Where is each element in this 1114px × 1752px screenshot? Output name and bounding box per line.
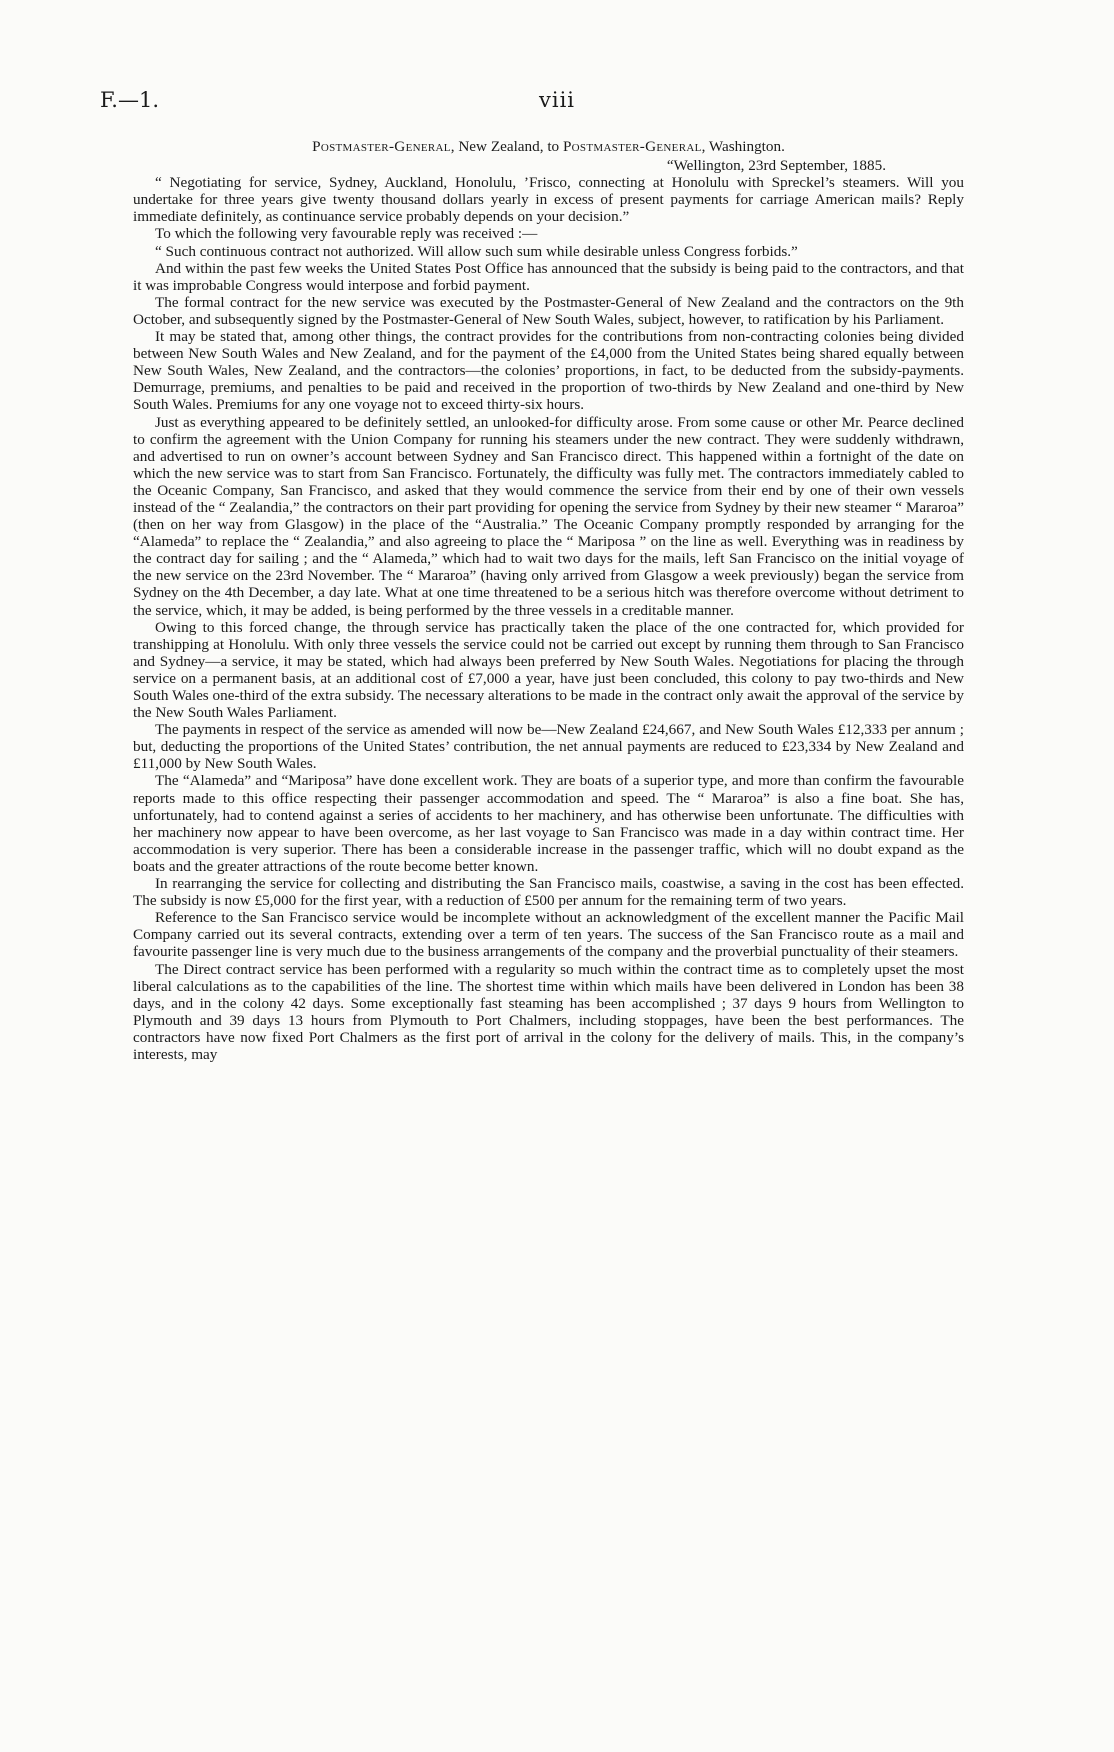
paragraph: The “Alameda” and “Mariposa” have done excellent work. They are boats of a superior type, and more than confirm the favourable reports made to this office respecting their passenger accommodation and speed. The “ Mararoa” is also a fine boat. She has, unfortunately, had to contend against a series of accidents to her machinery, and has otherwise been unfortunate. The difficulties with her machinery now appear to have been overcome, as her last voyage to San Francisco was made in a day within contract time. Her accommodation is very superior. There has been a considerable increase in the passenger traffic, which will no doubt expand as the boats and the greater attractions of the route become better known. [133, 772, 964, 875]
paragraph: In rearranging the service for collecting and distributing the San Francisco mails, coastwise, a saving in the cost has been effected. The subsidy is now £5,000 for the first year, with a reduction of £500 per annum for the remaining term of two years. [133, 875, 964, 910]
paragraph: It may be stated that, among other things, the contract provides for the contributions from non-contracting colonies being divided between New South Wales and New Zealand, and for the payment of the £4,000 from the United States being shared equally between New South Wales, New Zealand, and the contractors—the colonies’ proportions, in fact, to be deducted from the subsidy-payments. Demurrage, premiums, and penalties to be paid and received in the proportion of two-thirds by New Zealand and one-third by New South Wales. Premiums for any one voyage not to exceed thirty-six hours. [133, 328, 964, 414]
paragraph: Just as everything appeared to be definitely settled, an unlooked-for difficulty arose. From some cause or other Mr. Pearce declined to confirm the agreement with the Union Company for running his steamers under the new contract. They were suddenly withdrawn, and advertised to run on owner’s account between Sydney and San Francisco direct. This happened within a fortnight of the date on which the new service was to start from San Francisco. Fortunately, the difficulty was fully met. The contractors immediately cabled to the Oceanic Company, San Francisco, and asked that they would commence the service from their end by one of their own vessels instead of the “ Zealandia,” the contractors on their part providing for opening the service from Sydney by their new steamer “ Mararoa” (then on her way from Glasgow) in the place of the “Australia.” The Oceanic Company promptly responded by arranging for the “Alameda” to replace the “ Zealandia,” and also agreeing to place the “ Mariposa ” on the line as well. Everything was in readiness by the contract day for sailing ; and the “ Alameda,” which had to wait two days for the mails, left San Francisco on the initial voyage of the new service on the 23rd November. The “ Mararoa” (having only arrived from Glasgow a week previously) began the service from Sydney on the 4th December, a day late. What at one time threatened to be a serious hitch was therefore overcome without detriment to the service, which, it may be added, is being performed by the three vessels in a creditable manner. [133, 413, 964, 619]
paragraph: Reference to the San Francisco service would be incomplete without an acknowledgment of the excellent manner the Pacific Mail Company carried out its several contracts, extending over a term of ten years. The success of the San Francisco route as a mail and favourite passenger line is very much due to the business arrangements of the company and the proverbial punctuality of their steamers. [133, 909, 964, 961]
paragraph: The payments in respect of the service as amended will now be—New Zealand £24,667, and New South Wales £12,333 per annum ; but, deducting the proportions of the United States’ contribution, the net annual payments are reduced to £23,334 by New Zealand and £11,000 by New South Wales. [133, 721, 964, 773]
paragraph-reply: “ Such continuous contract not authorized. Will allow such sum while desirable unless Congress forbids.” [155, 242, 798, 260]
paragraph: And within the past few weeks the United States Post Office has announced that the subsidy is being paid to the contractors, and that it was improbable Congress would interpose and forbid payment. [133, 259, 964, 294]
document-body [133, 138, 964, 1063]
from-place: , New Zealand, to [450, 138, 563, 155]
telegram-heading [133, 138, 964, 155]
to-role: Postmaster-General [562, 138, 702, 155]
document-reference: F.—1. [100, 88, 160, 112]
paragraph-reply-intro: To which the following very favourable reply was received :— [155, 225, 538, 243]
paragraph-telegram: “ Negotiating for service, Sydney, Auckland, Honolulu, ’Frisco, connecting at Honolulu with Spreckel’s steamers. Will you undertake for three years give twenty thousand dollars yearly in excess of present payments for carriage American mails? Reply immediate definitely, as continuance service probably depends on your decision.” [133, 174, 964, 226]
dateline: “Wellington, 23rd September, 1885. [666, 157, 886, 175]
paragraph: The formal contract for the new service was executed by the Postmaster-General of New Zealand and the contractors on the 9th October, and subsequently signed by the Postmaster-General of New South Wales, subject, however, to ratification by his Parliament. [133, 293, 964, 328]
to-place: , Washington. [701, 138, 785, 155]
paragraph: The Direct contract service has been performed with a regularity so much within the contract time as to completely upset the most liberal calculations as to the capabilities of the line. The shortest time within which mails have been delivered in London has been 38 days, and in the colony 42 days. Some exceptionally fast steaming has been accomplished ; 37 days 9 hours from Wellington to Plymouth and 39 days 13 hours from Plymouth to Port Chalmers, including stoppages, have been the best performances. The contractors have now fixed Port Chalmers as the first port of arrival in the colony for the delivery of mails. This, in the company’s interests, may [133, 960, 964, 1063]
from-role: Postmaster-General [312, 138, 451, 155]
page-number: viii [538, 88, 575, 112]
paragraph: Owing to this forced change, the through service has practically taken the place of the one contracted for, which provided for transhipping at Honolulu. With only three vessels the service could not be carried out except by running them through to San Francisco and Sydney—a service, it may be stated, which had always been preferred by New South Wales. Negotiations for placing the through service on a permanent basis, at an additional cost of £7,000 a year, have just been concluded, this colony to pay two-thirds and New South Wales one-third of the extra subsidy. The necessary alterations to be made in the contract only await the approval of the service by the New South Wales Parliament. [133, 618, 964, 722]
